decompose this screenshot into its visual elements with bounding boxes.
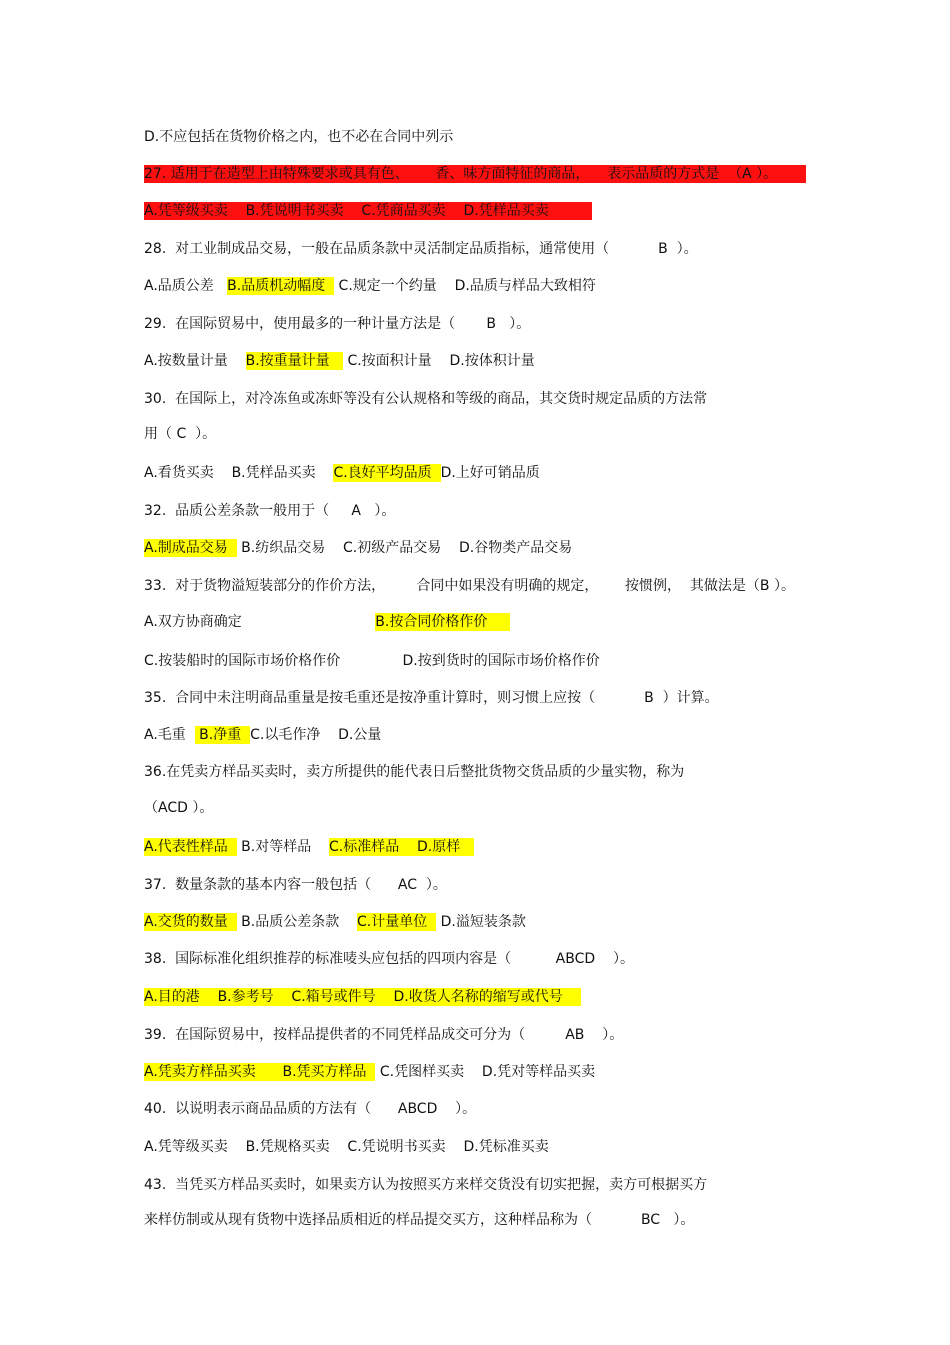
highlighted-answer: A.制成品交易 [144,540,237,556]
highlighted-answer: B.按合同价格作价 [375,614,510,630]
options-29 [144,352,535,370]
question-36-cont: （ACD ）。 [144,800,214,816]
option-text: C.规定一个约量 D.品质与样品大致相符 [334,278,596,294]
highlighted-answer: C.良好平均品质 [333,465,441,481]
highlighted-answer: C.标准样品 D.原样 [329,839,474,855]
options-38 [144,988,581,1006]
question-33: 33. 对于货物溢短装部分的作价方法， 合同中如果没有明确的规定， 按惯例， 其做法是（B ）。 [144,578,795,594]
question-43: 43. 当凭买方样品买卖时，如果卖方认为按照买方来样交货没有切实把握，卖方可根据买方 [144,1177,708,1193]
option-text: A.品质公差 [144,278,228,294]
question-43-cont: 来样仿制或从现有货物中选择品质相近的样品提交买方，这种样品称为（ BC ）。 [144,1212,695,1228]
question-29: 29. 在国际贸易中，使用最多的一种计量方法是（ B ）。 [144,316,531,332]
option-text: C.凭图样买卖 D.凭对等样品买卖 [375,1064,596,1080]
highlighted-answer: B.品质机动幅度 [227,278,335,294]
highlighted-answer: A.目的港 B.参考号 C.箱号或件号 D.收货人名称的缩写或代号 [144,989,581,1005]
option-text: B.品质公差条款 [236,914,357,930]
options-28 [144,277,596,295]
highlighted-answer: A.交货的数量 [144,914,237,930]
question-35: 35. 合同中未注明商品重量是按毛重还是按净重计算时，则习惯上应按（ B ）计算。 [144,690,719,706]
question-38: 38. 国际标准化组织推荐的标准唛头应包括的四项内容是（ ABCD ）。 [144,951,634,967]
option-text: B.纺织品交易 C.初级产品交易 D.谷物类产品交易 [236,540,573,556]
text-line: D.不应包括在货物价格之内，也不必在合同中列示 [144,129,454,145]
option-text: C.按面积计量 D.按体积计量 [343,353,535,369]
highlighted-answer: A.凭卖方样品买卖 B.凭买方样品 [144,1064,376,1080]
option-text: B.对等样品 [236,839,329,855]
highlighted-answer: B.净重 [194,727,251,743]
question-37: 37. 数量条款的基本内容一般包括（ AC ）。 [144,877,447,893]
question-27: 27. 适用于在造型上由特殊要求或具有色、 香、味方面特征的商品， 表示品质的方式是 （A ）。 [144,165,806,183]
highlighted-answer: C.计量单位 [357,914,437,930]
question-40: 40. 以说明表示商品品质的方法有（ ABCD ）。 [144,1101,477,1117]
question-30-cont: 用（ C ）。 [144,426,217,442]
options-36 [144,838,474,856]
options-40: A.凭等级买卖 B.凭规格买卖 C.凭说明书买卖 D.凭标准买卖 [144,1139,549,1155]
option-text: A.双方协商确定 [144,614,376,630]
highlighted-answer: B.按重量计量 [245,353,343,369]
question-30: 30. 在国际上，对冷冻鱼或冻虾等没有公认规格和等级的商品，其交货时规定品质的方法常 [144,391,708,407]
options-27: A.凭等级买卖 B.凭说明书买卖 C.凭商品买卖 D.凭样品买卖 [144,202,592,220]
options-35 [144,726,381,744]
options-33-cd: C.按装船时的国际市场价格作价 D.按到货时的国际市场价格作价 [144,653,600,669]
option-text: A.按数量计量 [144,353,246,369]
options-39 [144,1063,595,1081]
option-text: A.看货买卖 B.凭样品买卖 [144,465,334,481]
question-39: 39. 在国际贸易中，按样品提供者的不同凭样品成交可分为（ AB ）。 [144,1027,624,1043]
options-32 [144,539,572,557]
options-37 [144,913,526,931]
question-32: 32. 品质公差条款一般用于（ A ）。 [144,503,396,519]
highlighted-answer: A.代表性样品 [144,839,237,855]
option-text: D.上好可销品质 [440,465,540,481]
option-text: C.以毛作净 D.公量 [250,727,382,743]
option-text: D.溢短装条款 [436,914,526,930]
option-text: A.毛重 [144,727,195,743]
question-28: 28. 对工业制成品交易，一般在品质条款中灵活制定品质指标，通常使用（ B ）。 [144,241,698,257]
options-33-ab [144,613,510,631]
question-36: 36.在凭卖方样品买卖时，卖方所提供的能代表日后整批货物交货品质的少量实物，称为 [144,764,685,780]
options-30 [144,464,540,482]
